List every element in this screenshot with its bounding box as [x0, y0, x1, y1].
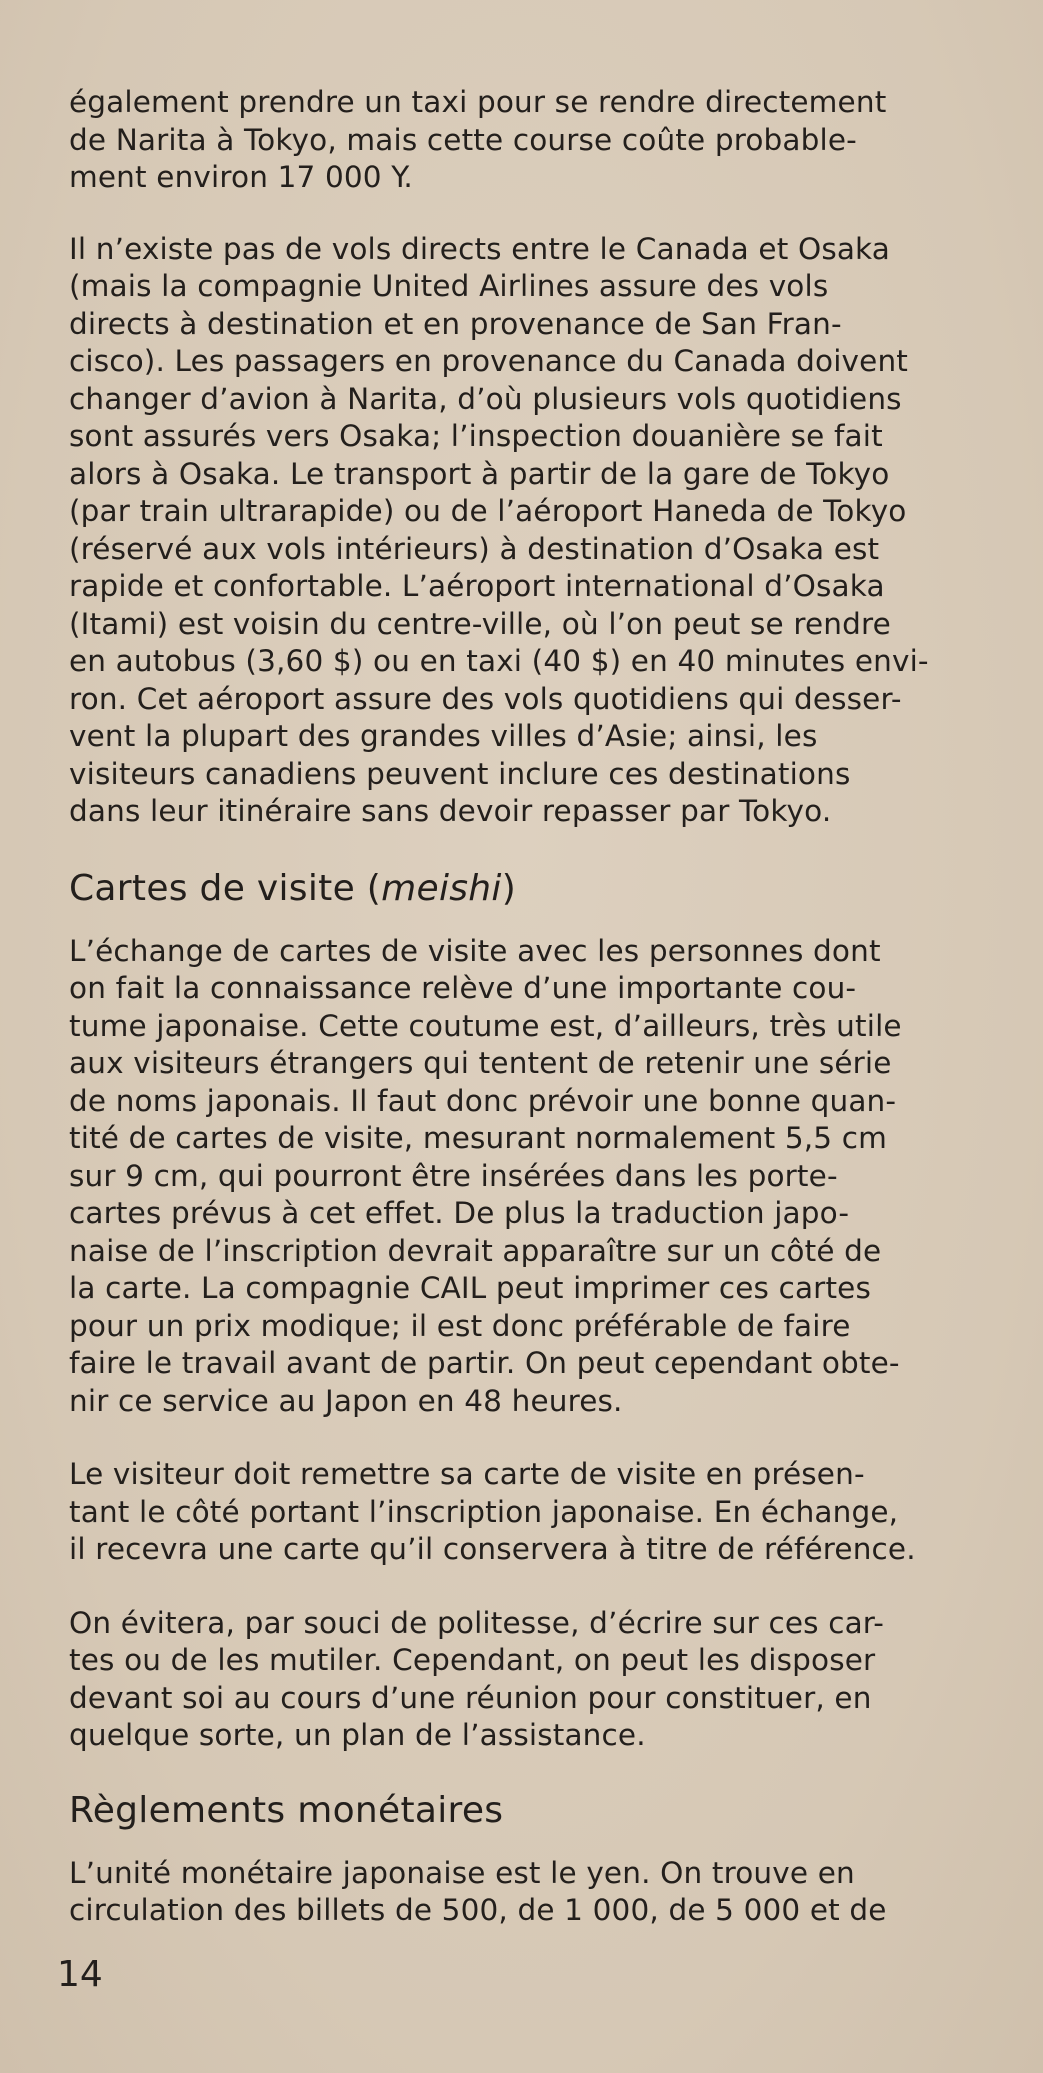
text-line: (Itami) est voisin du centre-ville, où l’on peut se rendre: [69, 606, 891, 641]
text-line: cartes prévus à cet effet. De plus la traduction japo-: [69, 1196, 850, 1230]
section-heading-reglements-monetaires: Règlements monétaires: [69, 1789, 504, 1831]
text-line: de noms japonais. Il faut donc prévoir une bonne quan-: [69, 1083, 897, 1118]
text-line: L’échange de cartes de visite avec les personnes dont: [69, 933, 881, 968]
heading-close-paren: ): [501, 867, 517, 909]
text-line: devant soi au cours d’une réunion pour constituer, en: [69, 1680, 872, 1715]
text-line: ron. Cet aéroport assure des vols quotidiens qui desser-: [69, 681, 902, 716]
text-line: cisco). Les passagers en provenance du Canada doivent: [69, 344, 909, 378]
text-line: tité de cartes de visite, mesurant normalement 5,5 cm: [69, 1121, 887, 1155]
paragraph-currency: [69, 1855, 1005, 1930]
text-line: visiteurs canadiens peuvent inclure ces destinations: [69, 756, 851, 791]
text-line: dans leur itinéraire sans devoir repasser par Tokyo.: [69, 794, 832, 828]
text-line: tume japonaise. Cette coutume est, d’ailleurs, très utile: [69, 1008, 902, 1043]
text-line: On évitera, par souci de politesse, d’écrire sur ces car-: [69, 1605, 884, 1640]
text-line: également prendre un taxi pour se rendre directement: [69, 85, 887, 119]
text-line: on fait la connaissance relève d’une importante cou-: [69, 971, 857, 1005]
text-line: (mais la compagnie United Airlines assure des vols: [69, 269, 829, 303]
text-line: sont assurés vers Osaka; l’inspection douanière se fait: [69, 419, 883, 453]
text-line: rapide et confortable. L’aéroport international d’Osaka: [69, 569, 885, 603]
text-line: faire le travail avant de partir. On peut cependant obte-: [69, 1346, 900, 1380]
text-line: en autobus (3,60 $) ou en taxi (40 $) en 40 minutes envi-: [69, 644, 929, 678]
paragraph-narita-taxi: [69, 84, 1005, 197]
text-line: vent la plupart des grandes villes d’Asie; ainsi, les: [69, 719, 818, 753]
heading-italic-term: meishi: [381, 867, 502, 909]
text-line: tes ou de les mutiler. Cependant, on peut les disposer: [69, 1643, 876, 1677]
text-line: ment environ 17 000 Y.: [69, 160, 413, 194]
text-line: nir ce service au Japon en 48 heures.: [69, 1383, 623, 1418]
text-line: aux visiteurs étrangers qui tentent de retenir une série: [69, 1046, 892, 1080]
text-line: de Narita à Tokyo, mais cette course coûte probable-: [69, 122, 857, 157]
text-line: (par train ultrarapide) ou de l’aéroport Haneda de Tokyo: [69, 494, 907, 528]
text-line: quelque sorte, un plan de l’assistance.: [69, 1718, 646, 1752]
text-line: la carte. La compagnie CAIL peut imprimer ces cartes: [69, 1271, 871, 1305]
page-number: 14: [57, 1954, 103, 1995]
text-line: directs à destination et en provenance de San Fran-: [69, 306, 842, 341]
heading-text: Cartes de visite (: [69, 867, 382, 909]
section-heading-cartes-de-visite: [69, 867, 1005, 911]
text-line: Le visiteur doit remettre sa carte de visite en présen-: [69, 1457, 865, 1491]
text-line: pour un prix modique; il est donc préférable de faire: [69, 1308, 851, 1343]
text-line: Il n’existe pas de vols directs entre le Canada et Osaka: [69, 231, 891, 266]
text-line: alors à Osaka. Le transport à partir de la gare de Tokyo: [69, 456, 890, 491]
paragraph-business-cards: [69, 933, 1005, 1421]
text-line: (réservé aux vols intérieurs) à destination d’Osaka est: [69, 531, 880, 566]
text-column: [69, 84, 1005, 1930]
text-line: tant le côté portant l’inscription japonaise. En échange,: [69, 1494, 899, 1529]
text-line: L’unité monétaire japonaise est le yen. On trouve en: [69, 1855, 855, 1890]
text-line: sur 9 cm, qui pourront être insérées dans les porte-: [69, 1158, 838, 1193]
paragraph-card-presentation: [69, 1456, 1005, 1569]
paragraph-card-etiquette: [69, 1605, 1005, 1755]
text-line: naise de l’inscription devrait apparaître sur un côté de: [69, 1233, 882, 1268]
text-line: changer d’avion à Narita, d’où plusieurs vols quotidiens: [69, 381, 902, 416]
text-line: il recevra une carte qu’il conservera à titre de référence.: [69, 1532, 916, 1566]
paragraph-osaka-flights: [69, 231, 1005, 831]
text-line: circulation des billets de 500, de 1 000, de 5 000 et de: [69, 1893, 887, 1927]
